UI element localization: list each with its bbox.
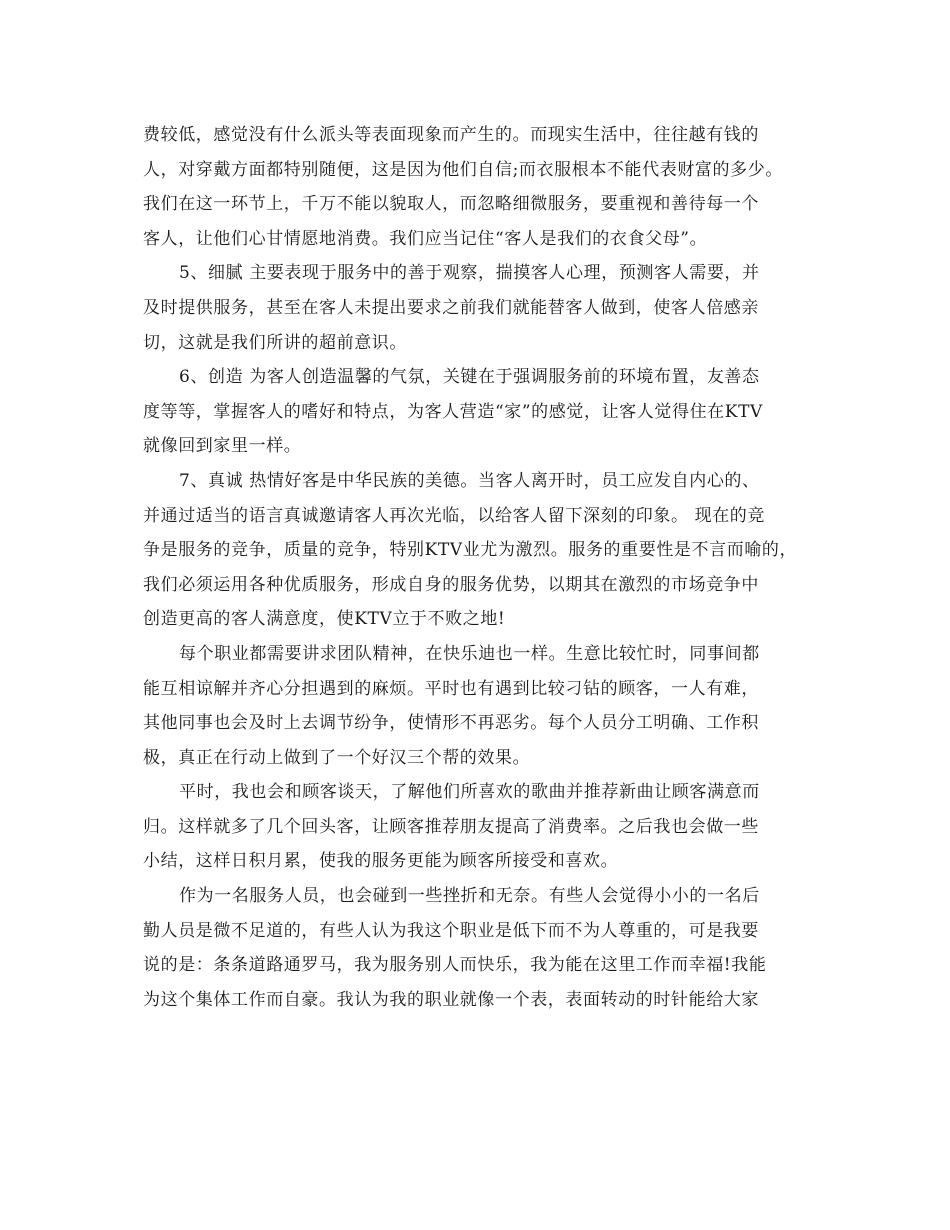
document-body bbox=[143, 118, 843, 1017]
text-line: 并通过适当的语言真诚邀请客人再次光临，以给客人留下深刻的印象。 现在的竞 bbox=[143, 505, 766, 526]
text-line: 其他同事也会及时上去调节纷争，使情形不再恶劣。每个人员分工明确、工作积 bbox=[143, 713, 759, 734]
text-line: 切，这就是我们所讲的超前意识。 bbox=[143, 332, 407, 353]
paragraph-first-line: 5、细腻 主要表现于服务中的善于观察，揣摸客人心理，预测客人需要，并 bbox=[179, 263, 760, 284]
text-line: 我们在这一环节上，千万不能以貌取人，而忽略细微服务，要重视和善待每一个 bbox=[143, 194, 759, 215]
text-line: 就像回到家里一样。 bbox=[143, 436, 302, 457]
text-line: 为这个集体工作而自豪。我认为我的职业就像一个表，表面转动的时针能给大家 bbox=[143, 989, 759, 1010]
text-line: 争是服务的竞争，质量的竞争，特别KTV业尤为激烈。服务的重要性是不言而喻的， bbox=[143, 540, 798, 561]
paragraph-first-line: 作为一名服务人员，也会碰到一些挫折和无奈。有些人会觉得小小的一名后 bbox=[179, 886, 760, 907]
paragraph-first-line: 平时，我也会和顾客谈天，了解他们所喜欢的歌曲并推荐新曲让顾客满意而 bbox=[179, 782, 760, 803]
paragraph-first-line: 每个职业都需要讲求团队精神，在快乐迪也一样。生意比较忙时，同事间都 bbox=[179, 643, 760, 664]
text-line: 勤人员是微不足道的，有些人认为我这个职业是低下而不为人尊重的，可是我要 bbox=[143, 920, 759, 941]
text-line: 费较低，感觉没有什么派头等表面现象而产生的。而现实生活中，往往越有钱的 bbox=[143, 125, 759, 145]
paragraph-first-line: 6、创造 为客人创造温馨的气氛，关键在于强调服务前的环境布置，友善态 bbox=[179, 367, 760, 388]
text-line: 及时提供服务，甚至在客人未提出要求之前我们就能替客人做到，使客人倍感亲 bbox=[143, 297, 759, 318]
text-line: 创造更高的客人满意度，使KTV立于不败之地! bbox=[143, 609, 506, 630]
text-line: 小结，这样日积月累，使我的服务更能为顾客所接受和喜欢。 bbox=[143, 851, 619, 872]
text-line: 说的是：条条道路通罗马，我为服务别人而快乐，我为能在这里工作而幸福!我能 bbox=[143, 955, 767, 976]
text-line: 我们必须运用各种优质服务，形成自身的服务优势，以期其在激烈的市场竞争中 bbox=[143, 574, 759, 595]
text-line: 度等等，掌握客人的嗜好和特点，为客人营造“家”的感觉，让客人觉得住在KTV bbox=[143, 401, 763, 422]
text-line: 人，对穿戴方面都特别随便，这是因为他们自信;而衣服根本不能代表财富的多少。 bbox=[143, 159, 783, 180]
text-line: 归。这样就多了几个回头客，让顾客推荐朋友提高了消费率。之后我也会做一些 bbox=[143, 816, 759, 837]
text-line: 极，真正在行动上做到了一个好汉三个帮的效果。 bbox=[143, 747, 531, 768]
text-line: 客人，让他们心甘情愿地消费。我们应当记住“客人是我们的衣食父母”。 bbox=[143, 228, 708, 249]
paragraph-first-line: 7、真诚 热情好客是中华民族的美德。当客人离开时，员工应发自内心的、 bbox=[179, 470, 760, 491]
text-line: 能互相谅解并齐心分担遇到的麻烦。平时也有遇到比较刁钻的顾客，一人有难， bbox=[143, 678, 759, 699]
